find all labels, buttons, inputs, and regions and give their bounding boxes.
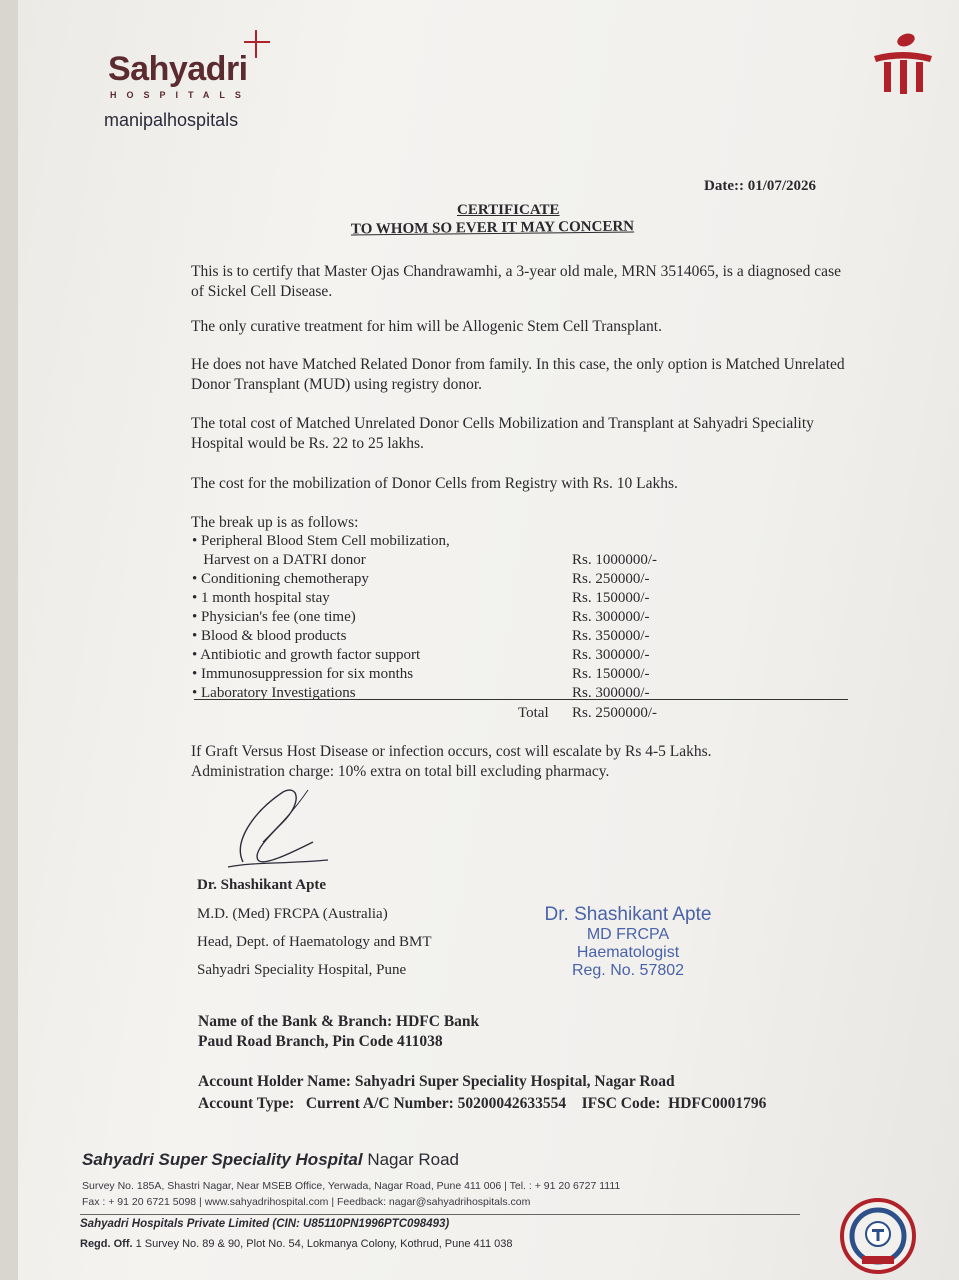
- certificate-page: [18, 0, 959, 1280]
- item-amount: Rs. 250000/-: [572, 571, 650, 587]
- certificate-subtitle: TO WHOM SO EVER IT MAY CONCERN: [350, 218, 635, 238]
- item-amount: Rs. 300000/-: [572, 609, 650, 625]
- account-details: Account Type: Current A/C Number: 50200042633554 IFSC Code: HDFC0001796: [198, 1095, 767, 1112]
- stamp-role: Haematologist: [576, 944, 680, 961]
- footer-company: Sahyadri Hospitals Private Limited (CIN: U85110PN1996PTC098493): [80, 1218, 450, 1230]
- logo-name: Sahyadri: [108, 50, 248, 88]
- certificate-date: Date:: 01/07/2026: [704, 178, 817, 194]
- total-amount: Rs. 2500000/-: [572, 705, 658, 721]
- footer-contact: Fax : + 91 20 6721 5098 | www.sahyadrihospital.com | Feedback: nagar@sahyadrihospitals.com: [82, 1196, 531, 1208]
- doctor-qualification: M.D. (Med) FRCPA (Australia): [197, 906, 388, 922]
- item-amount: Rs. 300000/-: [572, 647, 650, 663]
- note-gvhd: If Graft Versus Host Disease or infection occurs, cost will escalate by Rs 4-5 Lakhs.: [191, 743, 712, 760]
- footer-registered-office: [80, 1238, 513, 1250]
- item-label: Harvest on a DATRI donor: [192, 552, 366, 568]
- item-amount: Rs. 150000/-: [572, 666, 650, 682]
- bank-name-branch: Name of the Bank & Branch: HDFC Bank: [198, 1013, 480, 1030]
- footer-hospital-name: Sahyadri Super Speciality Hospital: [82, 1150, 363, 1169]
- manipal-emblem-icon: [870, 30, 936, 100]
- total-divider: [194, 699, 848, 700]
- item-label: • Blood & blood products: [192, 628, 347, 644]
- stamp-qualification: MD FRCPA: [586, 926, 670, 943]
- account-holder: Account Holder Name: Sahyadri Super Speciality Hospital, Nagar Road: [198, 1073, 675, 1090]
- item-label: • Antibiotic and growth factor support: [192, 647, 421, 663]
- paragraph-donor: He does not have Matched Related Donor from family. In this case, the only option is Matched Unrelated Donor Transplant (MUD) using registry donor.: [191, 356, 845, 393]
- stamp-name: Dr. Shashikant Apte: [544, 904, 712, 925]
- item-label: • Physician's fee (one time): [192, 609, 356, 625]
- item-amount: Rs. 350000/-: [572, 628, 650, 644]
- footer-hospital-location: Nagar Road: [362, 1150, 459, 1169]
- footer-title: [82, 1150, 459, 1170]
- paragraph-total-cost: The total cost of Matched Unrelated Donor Cells Mobilization and Transplant at Sahyadri Speciality Hospital would be Rs. 22 to 25 lakhs.: [191, 415, 814, 452]
- item-label: • 1 month hospital stay: [192, 590, 330, 606]
- logo-plus-icon: [240, 28, 272, 60]
- item-amount: Rs. 300000/-: [572, 685, 650, 701]
- regd-address: 1 Survey No. 89 & 90, Plot No. 54, Lokmanya Colony, Kothrud, Pune 411 038: [132, 1238, 513, 1250]
- footer-address: Survey No. 185A, Shastri Nagar, Near MSEB Office, Yerwada, Nagar Road, Pune 411 006 | Tel. : + 91 20 6727 1111: [82, 1180, 621, 1192]
- nabh-seal-icon: [840, 1198, 916, 1274]
- item-label: • Peripheral Blood Stem Cell mobilization,: [192, 533, 450, 549]
- item-amount: Rs. 1000000/-: [572, 552, 658, 568]
- doctor-department: Head, Dept. of Haematology and BMT: [197, 934, 432, 950]
- doctor-hospital: Sahyadri Speciality Hospital, Pune: [197, 962, 407, 978]
- item-label: • Laboratory Investigations: [192, 685, 356, 701]
- doctor-name: Dr. Shashikant Apte: [197, 877, 327, 893]
- paragraph-treatment: The only curative treatment for him will be Allogenic Stem Cell Transplant.: [191, 318, 662, 335]
- note-admin-charge: Administration charge: 10% extra on total bill excluding pharmacy.: [191, 763, 610, 780]
- paragraph-mobilization-cost: The cost for the mobilization of Donor Cells from Registry with Rs. 10 Lakhs.: [191, 475, 678, 492]
- certificate-title: CERTIFICATE: [457, 202, 560, 218]
- stamp-registration: Reg. No. 57802: [571, 962, 685, 979]
- footer-divider: [80, 1214, 800, 1215]
- doctor-stamp: [528, 904, 728, 980]
- item-amount: Rs. 150000/-: [572, 590, 650, 606]
- item-label: • Conditioning chemotherapy: [192, 571, 369, 587]
- total-label: Total: [518, 705, 549, 721]
- bank-branch-pin: Paud Road Branch, Pin Code 411038: [198, 1033, 443, 1050]
- paragraph-diagnosis: This is to certify that Master Ojas Chandrawamhi, a 3-year old male, MRN 3514065, is a diagnosed case of Sickel Cell Disease.: [191, 263, 841, 300]
- item-label: • Immunosuppression for six months: [192, 666, 414, 682]
- signature-icon: [223, 782, 333, 877]
- logo-tagline: manipalhospitals: [104, 110, 239, 130]
- regd-label: Regd. Off.: [80, 1238, 133, 1250]
- breakup-intro: The break up is as follows:: [191, 514, 359, 531]
- logo-subtitle: HOSPITALS: [110, 90, 251, 100]
